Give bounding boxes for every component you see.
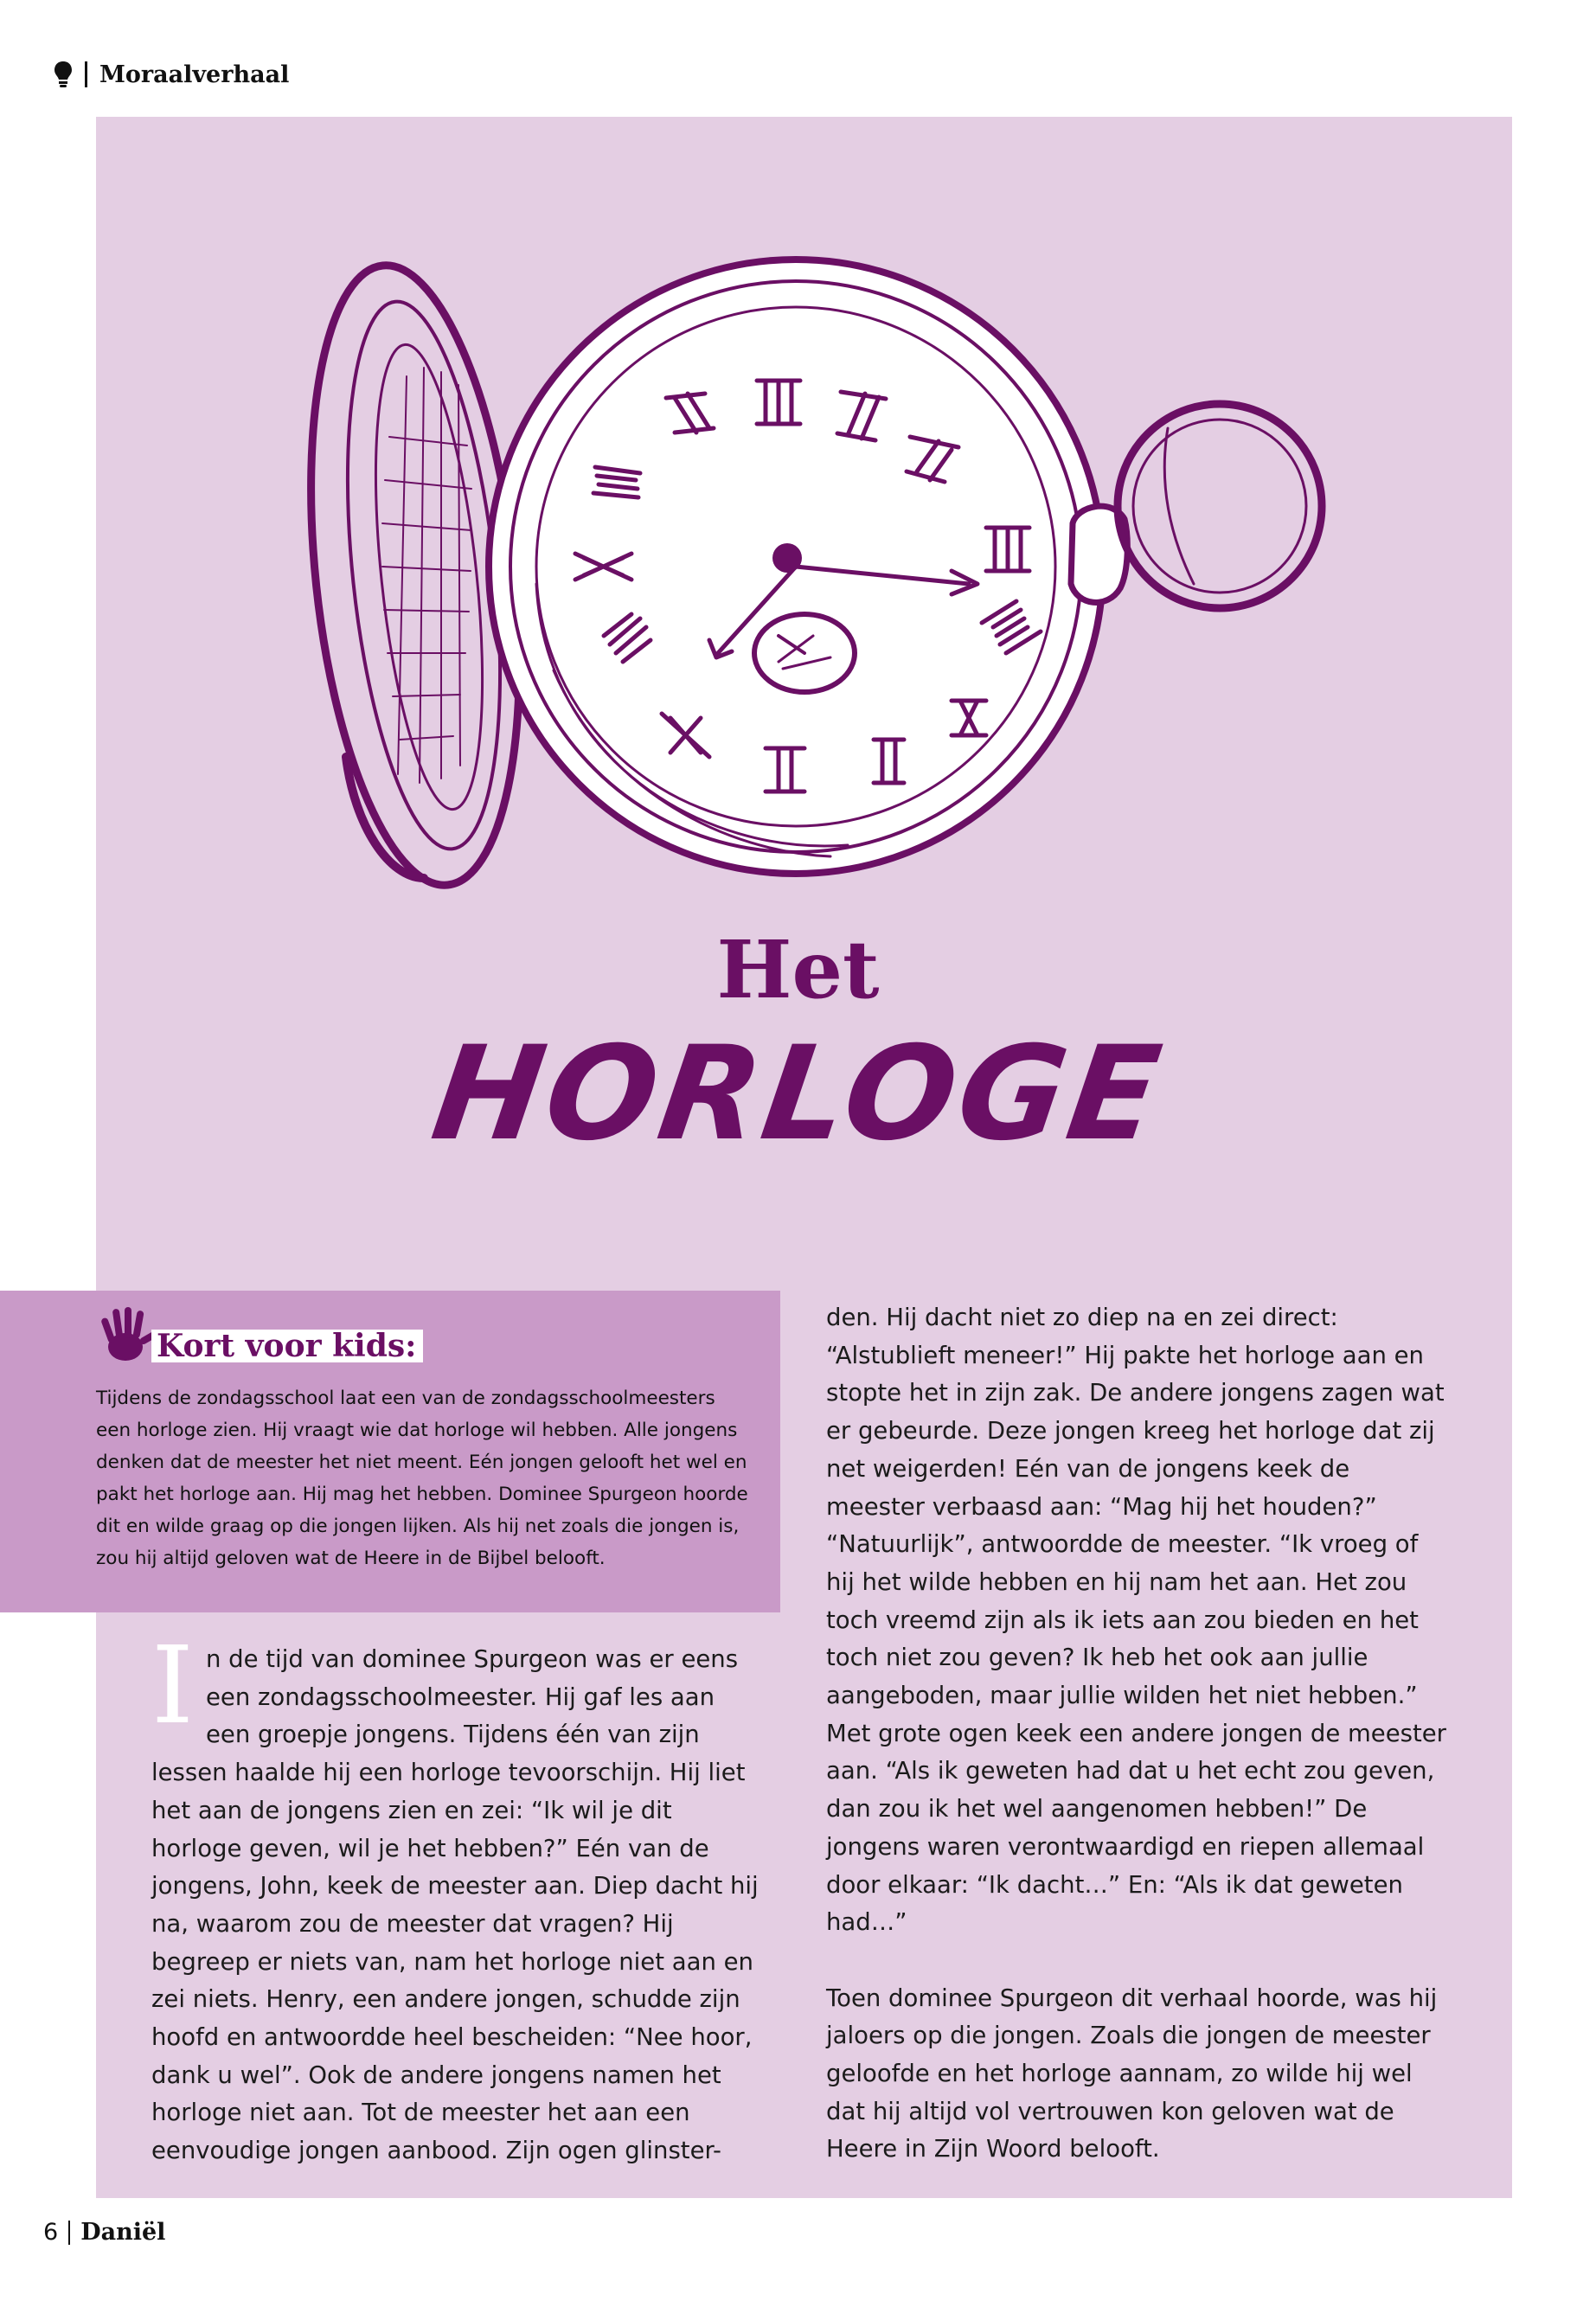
story-column-left bbox=[151, 1624, 761, 2170]
kids-heading-label: Kort voor kids: bbox=[151, 1330, 423, 1362]
header-divider bbox=[85, 61, 87, 87]
story-paragraph-3: Toen dominee Spurgeon dit verhaal hoorde, was hij jaloers op die jongen. Zoals die jongen de meester geloofde en het horloge aannam, zo wilde hij wel dat hij altijd vol vertrouwen kon geloven wat de Heere in Zijn Woord belooft. bbox=[826, 1984, 1438, 2163]
hand-icon bbox=[93, 1302, 160, 1369]
title-line-het: Het bbox=[716, 923, 880, 1016]
title-line-horloge: HORLOGE bbox=[424, 1019, 1172, 1170]
section-title: Moraalverhaal bbox=[99, 61, 290, 88]
footer-divider bbox=[68, 2221, 70, 2245]
pocket-watch-illustration bbox=[294, 221, 1358, 895]
page-number: 6 bbox=[43, 2219, 59, 2246]
drop-cap: I bbox=[151, 1624, 194, 1748]
kids-summary-text: Tijdens de zondagsschool laat een van de zondagsschoolmeesters een horloge zien. Hij vraagt wie dat horloge wil hebben. Alle jongens denken dat de meester het niet meent. Eén jongen gelooft het wel en pakt het horloge aan. Hij mag het hebben. Dominee Spurgeon hoorde dit en wilde graag op die jongen lijken. Als hij net zoals die jongen is, zou hij altijd geloven wat de Heere in de Bijbel belooft. bbox=[96, 1388, 748, 1569]
magazine-name: Daniël bbox=[80, 2219, 166, 2246]
story-paragraph-2: den. Hij dacht niet zo diep na en zei direct: “Alstublieft meneer!” Hij pakte het horloge aan en stopte het in zijn zak. De andere jongens zagen wat er gebeurde. Deze jongen kreeg het horloge dat zij net weigerden! Eén van de jongens keek de meester verbaasd aan: “Mag hij het houden?” “Natuurlijk”, antwoordde de meester. “Ik vroeg of hij het wilde hebben en hij nam het aan. Het zou toch vreemd zijn als ik iets aan zou bieden en het toch niet zou geven? Ik heb het ook aan jullie aangeboden, maar jullie wilden het niet hebben.” Met grote ogen keek een andere jongen de meester aan. “Als ik geweten had dat u het echt zou geven, dan zou ik het wel aangenomen hebben!” De jongens waren verontwaardigd en riepen allemaal door elkaar: “Ik dacht…” En: “Als ik dat geweten had…” bbox=[826, 1304, 1446, 1937]
section-header bbox=[54, 57, 289, 92]
story-column-right bbox=[826, 1299, 1453, 2169]
lightbulb-icon bbox=[54, 61, 73, 88]
page-footer bbox=[43, 2219, 165, 2246]
story-paragraph-1: n de tijd van dominee Spurgeon was er eens een zondagsschoolmeester. Hij gaf les aan een groepje jongens. Tijdens één van zijn lessen haalde hij een horloge tevoorschijn. Hij liet het aan de jongens zien en zei: “Ik wil je dit horloge geven, wil je het hebben?” Eén van de jongens, John, keek de meester aan. Diep dacht hij na, waarom zou de meester dat vragen? Hij begreep er niets van, nam het horloge niet aan en zei niets. Henry, een andere jongen, schudde zijn hoofd en antwoordde heel bescheiden: “Nee hoor, dank u wel”. Ook de andere jongens namen het horloge niet aan. Tot de meester het aan een eenvoudige jongen aanbood. Zijn ogen glinster- bbox=[151, 1645, 759, 2165]
kids-heading bbox=[93, 1302, 423, 1369]
